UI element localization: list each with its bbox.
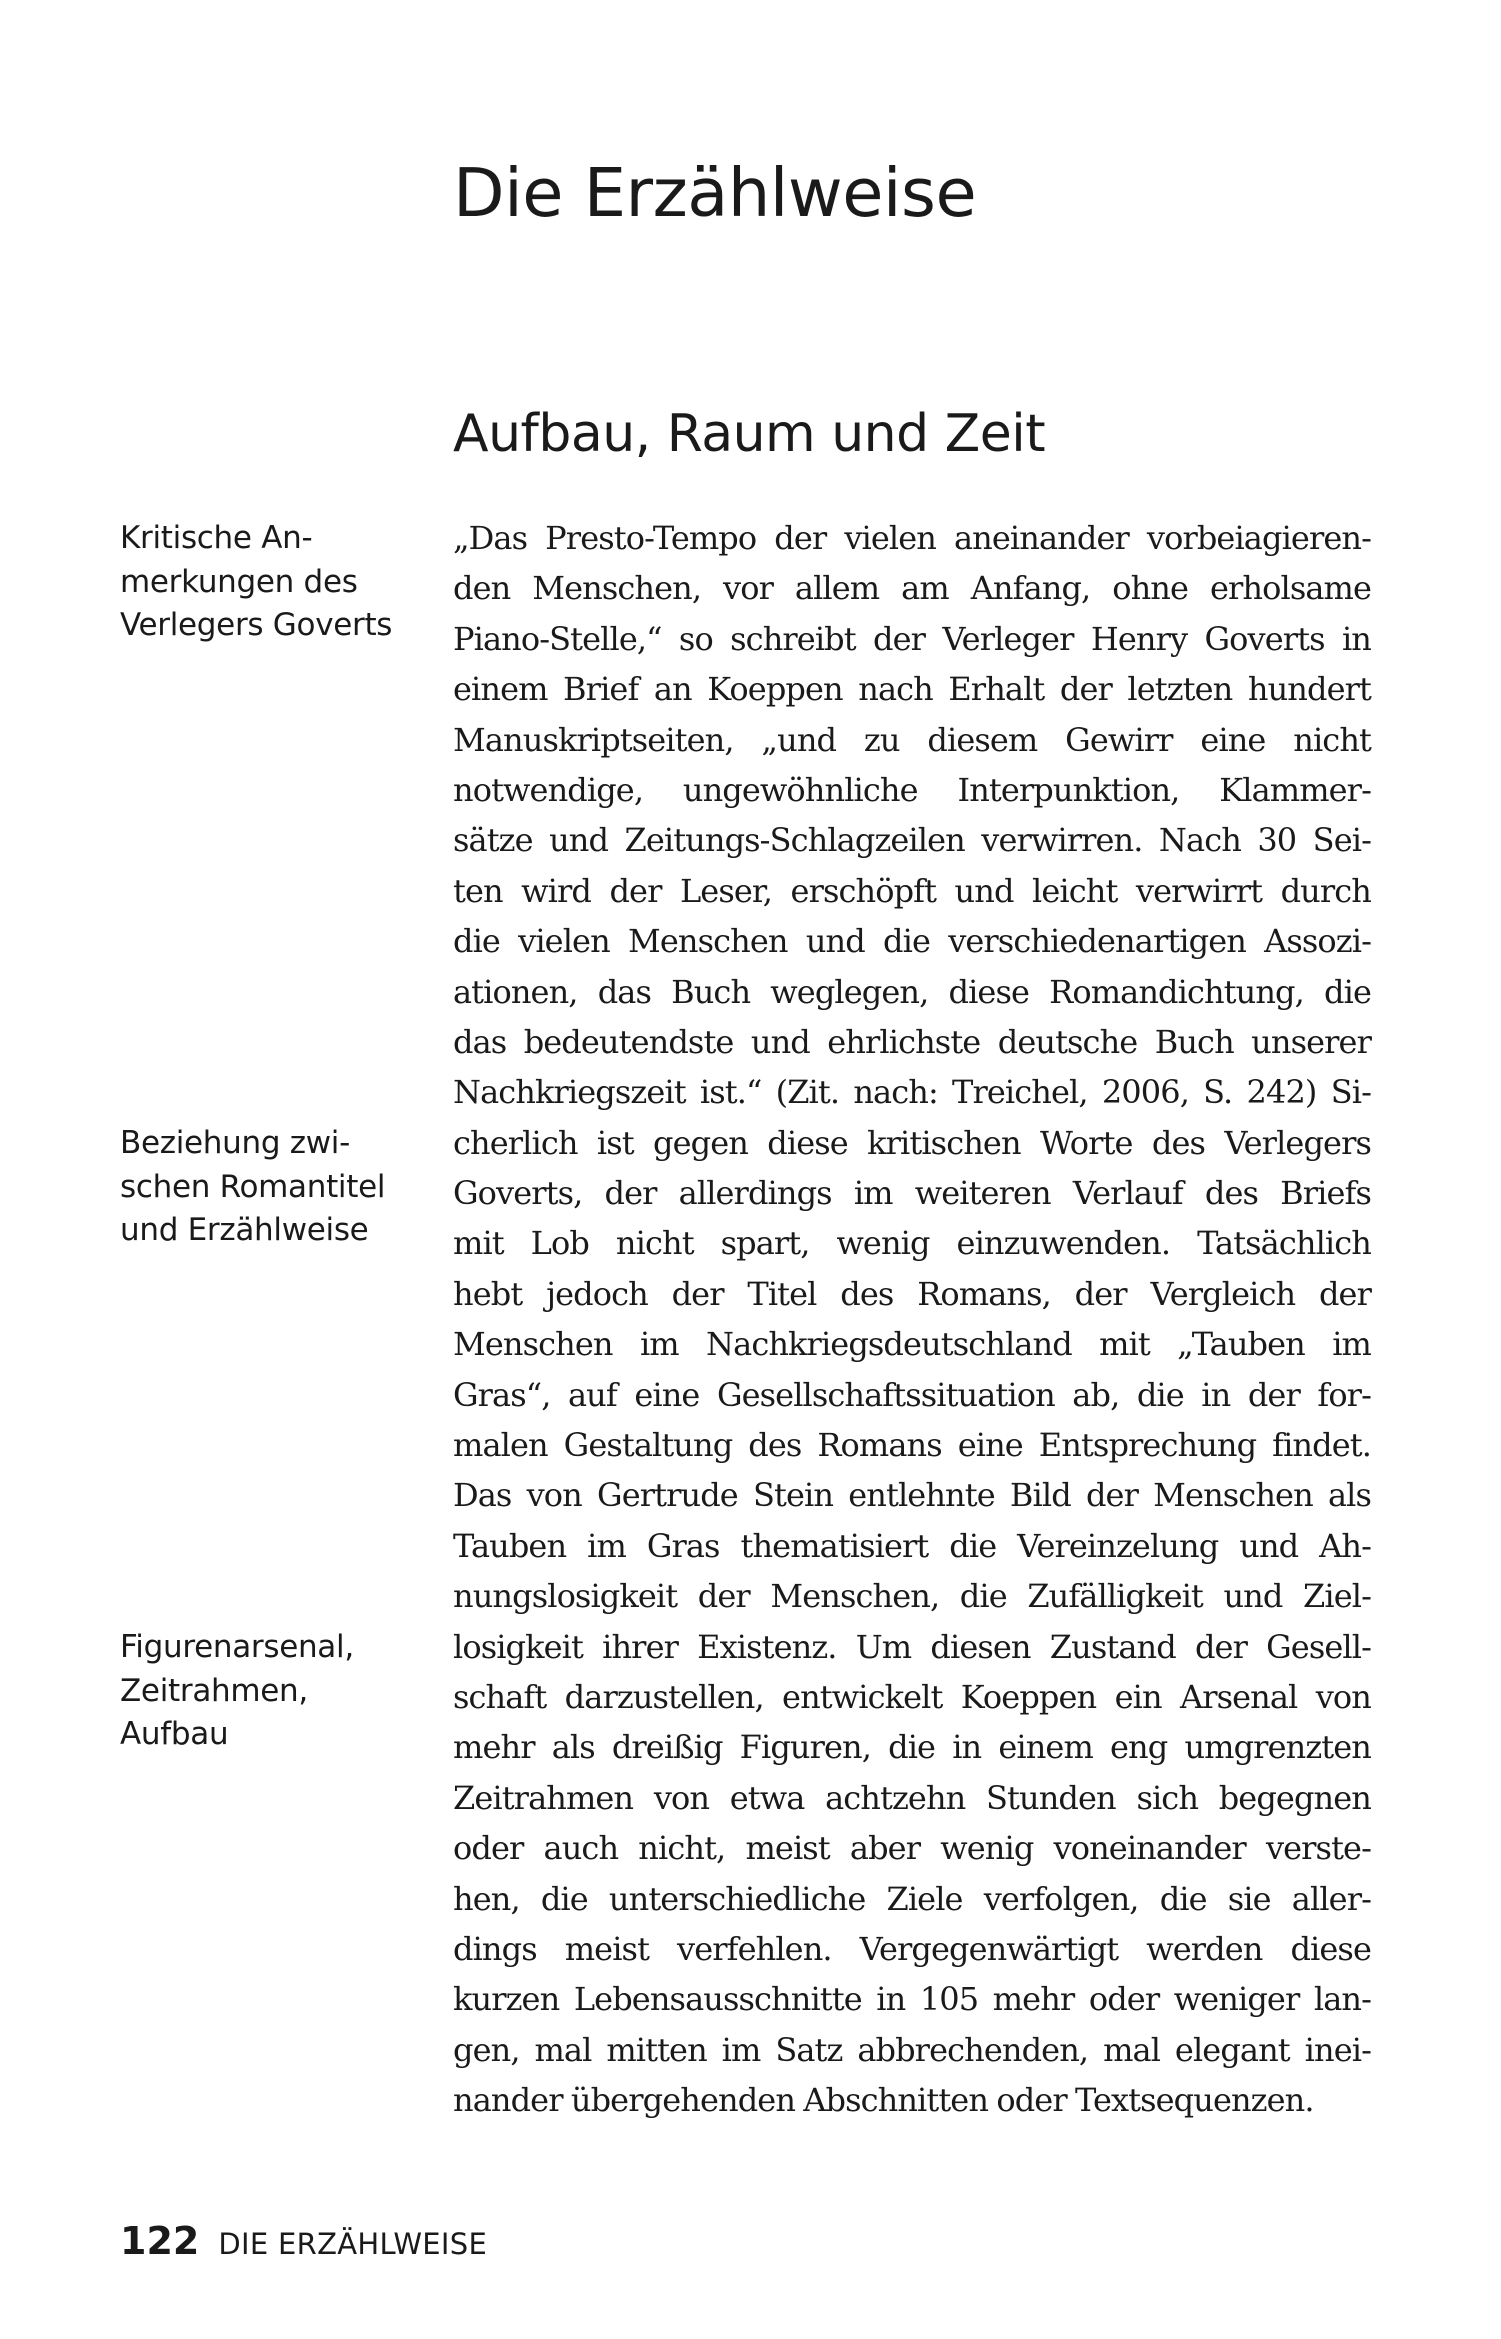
margin-note-line: schen Romantitel [120, 1168, 386, 1205]
body-line: mit Lob nicht spart, wenig einzuwenden. Tatsächlich [453, 1224, 1371, 1263]
body-line: losigkeit ihrer Existenz. Um diesen Zustand der Gesell- [453, 1627, 1371, 1666]
page-footer [120, 2219, 488, 2263]
body-line: Tauben im Gras thematisiert die Vereinzelung und Ah- [453, 1526, 1371, 1565]
body-line: malen Gestaltung des Romans eine Entsprechung findet. [453, 1426, 1371, 1465]
body-line: Manuskriptseiten, „und zu diesem Gewirr eine nicht [453, 720, 1371, 759]
margin-note-line: Verlegers Goverts [120, 607, 393, 643]
body-line: Nachkriegszeit ist.“ (Zit. nach: Treichel, 2006, S. 242) Si- [453, 1073, 1371, 1112]
body-line: die vielen Menschen und die verschiedenartigen Assozi- [453, 922, 1371, 961]
margin-note-structure [120, 1626, 410, 1757]
margin-note-line: merkungen des [120, 563, 358, 600]
margin-note-line: Beziehung zwi- [120, 1125, 350, 1161]
body-line: schaft darzustellen, entwickelt Koeppen ein Arsenal von [453, 1677, 1371, 1716]
body-line: nungslosigkeit der Menschen, die Zufälligkeit und Ziel- [453, 1577, 1371, 1616]
body-line: mehr als dreißig Figuren, die in einem eng umgrenzten [453, 1728, 1371, 1767]
body-line: den Menschen, vor allem am Anfang, ohne erholsame [453, 569, 1371, 608]
body-line: Goverts, der allerdings im weiteren Verlauf des Briefs [453, 1174, 1371, 1213]
body-line: hen, die unterschiedliche Ziele verfolgen, die sie aller- [453, 1879, 1371, 1918]
body-line: oder auch nicht, meist aber wenig voneinander verste- [453, 1829, 1371, 1868]
body-line: kurzen Lebensausschnitte in 105 mehr oder weniger lan- [453, 1980, 1371, 2019]
body-line: Menschen im Nachkriegsdeutschland mit „Tauben im [453, 1325, 1371, 1364]
margin-note-line: Kritische An- [120, 520, 313, 556]
running-head: DIE ERZÄHLWEISE [218, 2227, 488, 2261]
margin-note-line: Aufbau [120, 1716, 229, 1752]
body-line: Zeitrahmen von etwa achtzehn Stunden sich begegnen [453, 1778, 1371, 1817]
body-line: ten wird der Leser, erschöpft und leicht verwirrt durch [453, 871, 1371, 910]
chapter-title: Die Erzählweise [453, 154, 977, 232]
body-line: ationen, das Buch weglegen, diese Romandichtung, die [453, 972, 1371, 1011]
margin-note-line: und Erzählweise [120, 1212, 369, 1248]
body-line: Piano-Stelle,“ so schreibt der Verleger Henry Goverts in [453, 619, 1371, 658]
page-number: 122 [120, 2219, 200, 2263]
body-line: nander übergehenden Abschnitten oder Textsequenzen. [453, 2081, 1314, 2120]
margin-note-title-relation [120, 1122, 410, 1253]
body-line: gen, mal mitten im Satz abbrechenden, mal elegant inei- [453, 2030, 1371, 2069]
margin-note-critique [120, 517, 410, 648]
body-line: einem Brief an Koeppen nach Erhalt der letzten hundert [453, 670, 1371, 709]
body-line: Gras“, auf eine Gesellschaftssituation ab, die in der for- [453, 1375, 1371, 1414]
body-paragraph [453, 513, 1371, 2126]
body-line: sätze und Zeitungs-Schlagzeilen verwirren. Nach 30 Sei- [453, 821, 1371, 860]
body-line: hebt jedoch der Titel des Romans, der Vergleich der [453, 1274, 1371, 1313]
body-line: cherlich ist gegen diese kritischen Worte des Verlegers [453, 1123, 1371, 1162]
body-line: das bedeutendste und ehrlichste deutsche Buch unserer [453, 1022, 1371, 1061]
body-line: dings meist verfehlen. Vergegenwärtigt werden diese [453, 1929, 1371, 1968]
margin-note-line: Zeitrahmen, [120, 1672, 308, 1709]
margin-note-line: Figurenarsenal, [120, 1629, 354, 1665]
section-title: Aufbau, Raum und Zeit [453, 404, 1046, 464]
body-line: „Das Presto-Tempo der vielen aneinander vorbeiagieren- [453, 519, 1371, 557]
body-line: Das von Gertrude Stein entlehnte Bild der Menschen als [453, 1476, 1371, 1515]
body-line: notwendige, ungewöhnliche Interpunktion, Klammer- [453, 770, 1371, 809]
